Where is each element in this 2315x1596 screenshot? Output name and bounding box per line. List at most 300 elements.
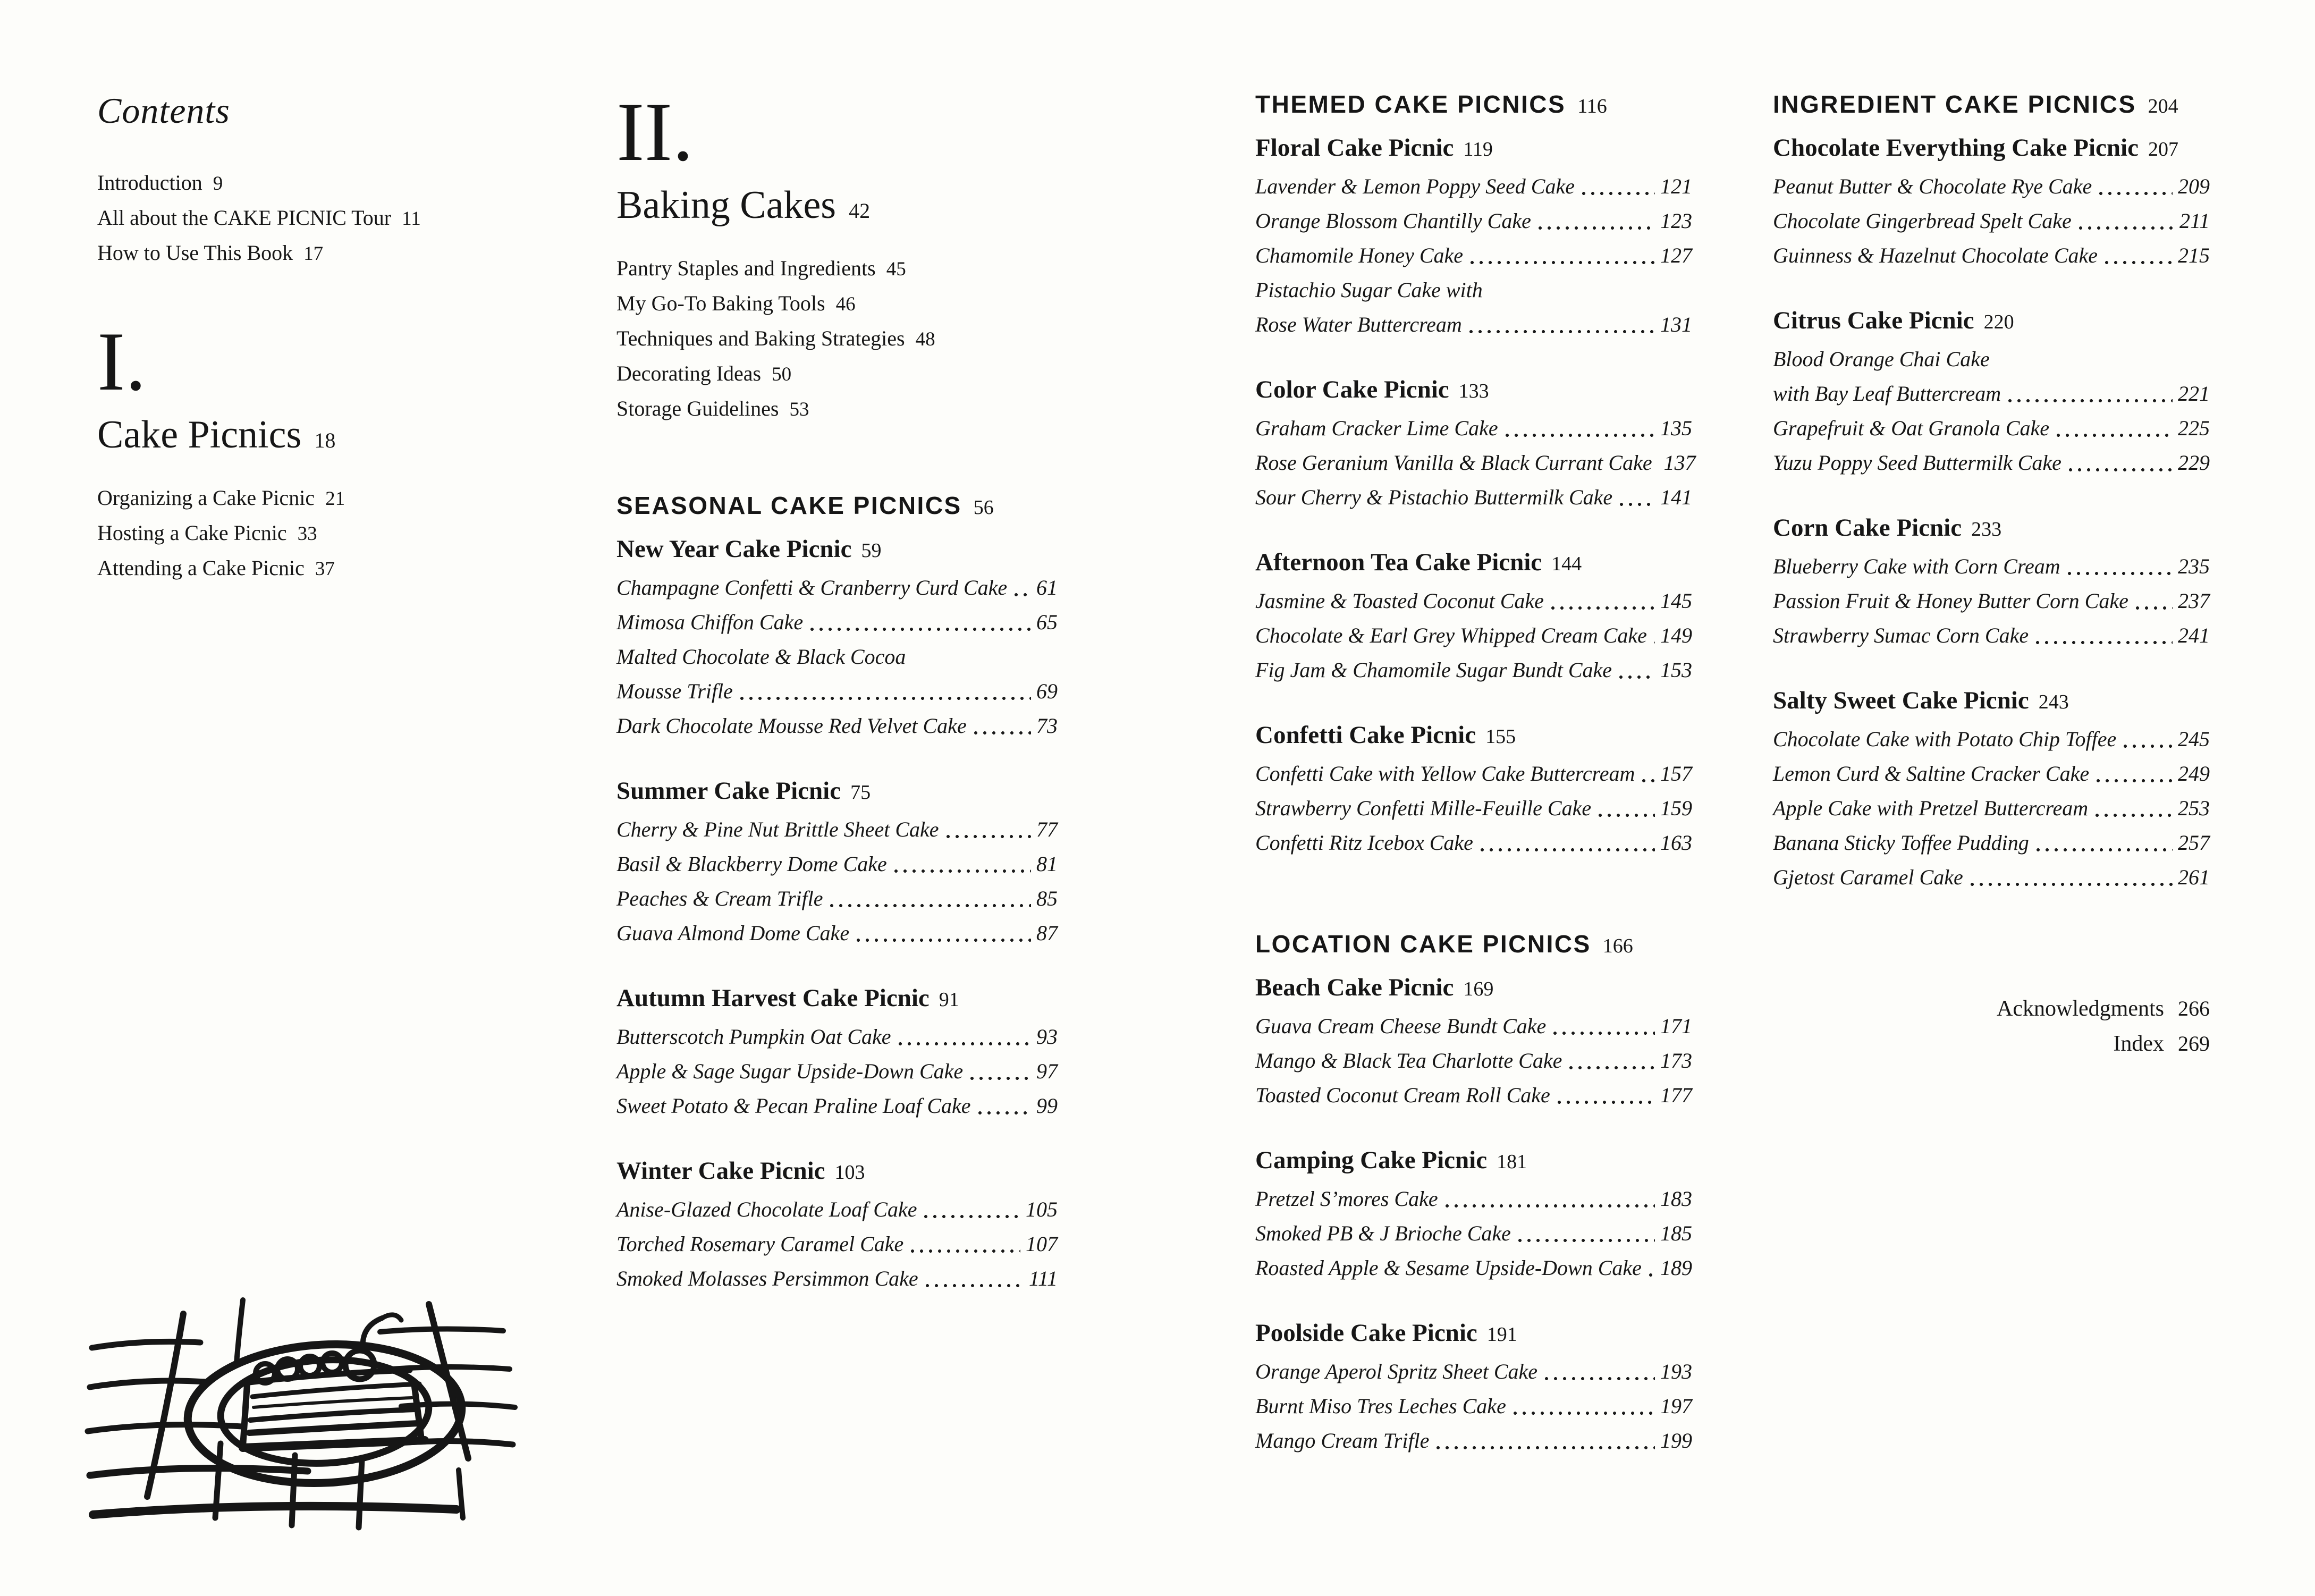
section-seasonal-cake-picnics — [616, 491, 1058, 1296]
recipe-entry — [1255, 1389, 1692, 1423]
dot-leader — [1513, 1411, 1655, 1416]
toc-item-page-number: 269 — [2178, 1032, 2210, 1055]
recipe-title: Lemon Curd & Saltine Cracker Cake — [1773, 762, 2090, 786]
recipe-row — [1255, 169, 1692, 204]
recipe-entry — [1255, 1423, 1692, 1458]
dot-leader — [856, 938, 1031, 943]
recipe-row — [1255, 791, 1692, 825]
picnic-page-number: 133 — [1458, 380, 1489, 402]
recipe-page-number: 235 — [2178, 554, 2210, 578]
recipe-row — [1773, 618, 2210, 653]
recipe-title: Smoked Molasses Persimmon Cake — [616, 1266, 918, 1291]
part-2-items — [616, 251, 1058, 427]
recipe-entry — [1255, 791, 1692, 825]
picnic-title: Salty Sweet Cake Picnic — [1773, 687, 2029, 714]
section-header-label: THEMED CAKE PICNICS — [1255, 90, 1566, 118]
picnic-block — [1255, 374, 1696, 514]
part-2-title-row — [616, 184, 1058, 227]
toc-item-page-number: 17 — [303, 242, 324, 265]
recipe-title: Guava Cream Cheese Bundt Cake — [1255, 1014, 1547, 1038]
recipe-title: Fig Jam & Chamomile Sugar Bundt Cake — [1255, 658, 1612, 682]
recipe-entry — [616, 1192, 1058, 1227]
dot-leader — [2098, 191, 2173, 196]
picnic-block — [616, 982, 1058, 1123]
recipe-title: Confetti Cake with Yellow Cake Buttercream — [1255, 762, 1635, 786]
picnic-title: Confetti Cake Picnic — [1255, 721, 1476, 749]
toc-item-page-number: 33 — [297, 522, 317, 545]
dot-leader — [2096, 778, 2173, 783]
recipe-title: Strawberry Sumac Corn Cake — [1773, 623, 2029, 647]
recipe-entry — [616, 881, 1058, 916]
recipe-entry — [616, 1227, 1058, 1261]
recipe-page-number: 99 — [1036, 1094, 1058, 1118]
recipe-title: Rose Water Buttercream — [1255, 313, 1462, 336]
section-header-page-number: 166 — [1602, 935, 1633, 957]
recipe-page-number: 211 — [2179, 209, 2210, 233]
recipe-entry — [1255, 1181, 1692, 1216]
picnic-block — [1255, 1144, 1692, 1285]
recipe-page-number: 69 — [1036, 679, 1058, 704]
dot-leader — [923, 1214, 1020, 1219]
dot-leader — [1648, 1272, 1655, 1278]
recipe-entry — [1255, 1251, 1692, 1285]
picnic-header — [1773, 132, 2210, 164]
part-1-items — [97, 481, 512, 586]
recipe-title: Mango & Black Tea Charlotte Cake — [1255, 1049, 1562, 1073]
picnic-header — [616, 982, 1058, 1014]
recipe-entry — [1773, 791, 2210, 825]
recipe-row — [1255, 445, 1696, 480]
recipe-title: Smoked PB & J Brioche Cake — [1255, 1221, 1511, 1245]
recipe-row — [616, 1192, 1058, 1227]
dot-leader — [1544, 1376, 1655, 1381]
dot-leader — [809, 627, 1031, 632]
recipe-page-number: 257 — [2178, 831, 2210, 855]
recipe-row — [616, 570, 1058, 605]
section-header-label: LOCATION CAKE PICNICS — [1255, 930, 1591, 958]
dot-leader — [1469, 260, 1655, 265]
picnic-page-number: 103 — [834, 1161, 865, 1184]
recipe-entry — [1255, 445, 1696, 480]
recipe-title: Peanut Butter & Chocolate Rye Cake — [1773, 174, 2092, 198]
toc-item — [97, 166, 512, 201]
recipe-row — [616, 1054, 1058, 1088]
toc-item-page-number: 21 — [325, 487, 345, 510]
recipe-page-number: 159 — [1660, 796, 1692, 820]
recipe-title: Basil & Blackberry Dome Cake — [616, 852, 887, 876]
dot-leader — [1537, 225, 1655, 231]
toc-item — [616, 286, 1058, 322]
picnic-page-number: 119 — [1463, 138, 1493, 161]
recipe-entry — [1255, 1078, 1692, 1112]
recipe-row — [1773, 825, 2210, 860]
recipe-row — [1773, 445, 2210, 480]
toc-item — [616, 251, 1058, 286]
recipe-entry — [1773, 169, 2210, 204]
recipe-entry — [616, 1088, 1058, 1123]
toc-item-page-number: 46 — [835, 293, 856, 316]
recipe-page-number: 245 — [2178, 727, 2210, 751]
recipe-page-number: 183 — [1660, 1187, 1692, 1211]
recipe-page-number: 73 — [1036, 714, 1058, 738]
dot-leader — [925, 1283, 1024, 1288]
picnic-page-number: 91 — [939, 989, 959, 1011]
recipe-page-number: 123 — [1660, 209, 1692, 233]
toc-item — [97, 516, 512, 551]
recipe-entry — [1773, 722, 2210, 756]
recipe-entry — [1255, 238, 1692, 273]
recipe-row — [616, 1227, 1058, 1261]
dot-leader — [969, 1076, 1031, 1081]
dot-leader — [1550, 605, 1655, 611]
recipe-page-number: 81 — [1036, 852, 1058, 876]
recipe-entry — [616, 916, 1058, 950]
recipe-row — [1255, 1078, 1692, 1112]
dot-leader — [1970, 882, 2173, 887]
recipe-title: Yuzu Poppy Seed Buttermilk Cake — [1773, 451, 2061, 475]
recipe-entry — [1255, 1043, 1692, 1078]
recipe-entry — [616, 847, 1058, 881]
recipe-entry — [1255, 411, 1692, 445]
picnic-title: Winter Cake Picnic — [616, 1157, 825, 1185]
recipe-row — [616, 1261, 1058, 1296]
back-matter-list — [1773, 991, 2210, 1061]
recipe-entry — [616, 1054, 1058, 1088]
recipe-entry — [616, 812, 1058, 847]
recipe-page-number: 241 — [2178, 623, 2210, 647]
recipe-row — [1255, 825, 1692, 860]
recipe-entry — [1255, 204, 1692, 238]
front-matter-list — [97, 166, 512, 271]
recipe-row — [1255, 411, 1692, 445]
dot-leader — [1641, 778, 1655, 783]
recipe-page-number: 209 — [2178, 174, 2210, 198]
section-header-page-number: 204 — [2148, 95, 2178, 117]
recipe-entry — [1773, 411, 2210, 445]
dot-leader — [2078, 225, 2174, 231]
picnic-header — [1255, 132, 1692, 164]
dot-leader — [1435, 1445, 1655, 1450]
dot-leader — [2123, 744, 2173, 749]
part-1-title: Cake Picnics — [97, 412, 302, 457]
toc-item — [616, 392, 1058, 427]
picnic-block — [1255, 1317, 1692, 1458]
picnic-title: Corn Cake Picnic — [1773, 514, 1962, 542]
recipe-title: Jasmine & Toasted Coconut Cake — [1255, 589, 1544, 613]
recipe-page-number: 135 — [1660, 416, 1692, 440]
recipe-row — [1773, 860, 2210, 894]
toc-item-label: Index — [2113, 1032, 2164, 1056]
recipe-page-number: 145 — [1660, 589, 1692, 613]
dot-leader — [1598, 813, 1655, 818]
recipe-row — [1773, 549, 2210, 584]
recipe-title-line: Malted Chocolate & Black Cocoa — [616, 645, 906, 669]
recipe-title: Toasted Coconut Cream Roll Cake — [1255, 1083, 1550, 1107]
picnic-block — [1255, 719, 1692, 860]
toc-item-label: Acknowledgments — [1997, 997, 2164, 1021]
dot-leader — [1568, 1065, 1655, 1070]
recipe-title: Chocolate & Earl Grey Whipped Cream Cake — [1255, 623, 1647, 647]
recipe-page-number: 197 — [1660, 1394, 1692, 1418]
toc-item-page-number: 45 — [886, 258, 906, 281]
picnic-block — [616, 533, 1058, 743]
picnic-title: Poolside Cake Picnic — [1255, 1319, 1477, 1347]
picnic-page-number: 169 — [1463, 978, 1494, 1000]
recipe-page-number: 61 — [1036, 576, 1058, 600]
recipe-page-number: 225 — [2178, 416, 2210, 440]
dot-leader — [1444, 1203, 1655, 1209]
picnic-page-number: 75 — [850, 781, 871, 804]
recipe-entry — [1255, 1354, 1692, 1389]
picnic-title: Summer Cake Picnic — [616, 777, 841, 805]
dot-leader — [2007, 398, 2173, 403]
recipe-title: Gjetost Caramel Cake — [1773, 865, 1963, 889]
picnic-header — [616, 775, 1058, 807]
recipe-title: with Bay Leaf Buttercream — [1773, 382, 2001, 406]
picnic-title: Citrus Cake Picnic — [1773, 307, 1974, 334]
contents-title: Contents — [97, 90, 230, 131]
toc-item — [97, 481, 512, 516]
recipe-page-number: 215 — [2178, 243, 2210, 267]
column-ingredient — [1773, 0, 2210, 1061]
recipe-row — [1255, 204, 1692, 238]
recipe-page-number: 171 — [1660, 1014, 1692, 1038]
toc-item-label: My Go-To Baking Tools — [616, 291, 825, 316]
dot-leader — [898, 1041, 1031, 1046]
picnic-header — [1255, 374, 1692, 406]
recipe-title: Butterscotch Pumpkin Oat Cake — [616, 1025, 891, 1049]
recipe-title: Sweet Potato & Pecan Praline Loaf Cake — [616, 1094, 971, 1118]
dot-leader — [2056, 433, 2173, 438]
toc-item-page-number: 266 — [2178, 997, 2210, 1020]
toc-item-label: Storage Guidelines — [616, 396, 779, 421]
toc-item-page-number: 53 — [789, 399, 809, 421]
recipe-page-number: 249 — [2178, 762, 2210, 786]
toc-item — [97, 236, 512, 271]
picnic-header — [1255, 1144, 1692, 1176]
picnic-page-number: 155 — [1485, 725, 1516, 748]
recipe-row — [1773, 376, 2210, 411]
recipe-page-number: 87 — [1036, 921, 1058, 945]
recipe-entry — [616, 570, 1058, 605]
toc-item-label: Decorating Ideas — [616, 361, 762, 386]
recipe-entry — [1773, 445, 2210, 480]
recipe-entry — [1255, 825, 1692, 860]
picnic-page-number: 207 — [2148, 138, 2178, 161]
recipe-row — [1255, 1043, 1692, 1078]
recipe-entry — [1255, 273, 1692, 342]
picnic-page-number: 144 — [1551, 553, 1582, 575]
recipe-title: Confetti Ritz Icebox Cake — [1255, 831, 1473, 855]
recipe-entry — [1255, 618, 1692, 653]
recipe-page-number: 173 — [1660, 1049, 1692, 1073]
recipe-title: Chamomile Honey Cake — [1255, 243, 1464, 267]
recipe-title: Banana Sticky Toffee Pudding — [1773, 831, 2029, 855]
recipe-entry — [1773, 342, 2210, 411]
picnic-page-number: 181 — [1497, 1151, 1527, 1173]
recipe-page-number: 253 — [2178, 796, 2210, 820]
recipe-page-number: 97 — [1036, 1059, 1058, 1084]
recipe-page-number: 185 — [1660, 1221, 1692, 1245]
dot-leader — [893, 868, 1031, 874]
recipe-entry — [1773, 549, 2210, 584]
section-header-page-number: 116 — [1577, 95, 1607, 117]
recipe-page-number: 237 — [2178, 589, 2210, 613]
recipe-entry — [1255, 653, 1692, 687]
picnic-header — [1773, 512, 2210, 544]
recipe-page-number: 137 — [1663, 451, 1696, 475]
dot-leader — [945, 834, 1031, 839]
picnic-page-number: 233 — [1971, 518, 2002, 541]
recipe-row — [1255, 1354, 1692, 1389]
recipe-entry — [1773, 238, 2210, 273]
recipe-page-number: 149 — [1660, 623, 1692, 647]
dot-leader — [829, 903, 1031, 908]
recipe-entry — [616, 1261, 1058, 1296]
recipe-title: Rose Geranium Vanilla & Black Currant Cake — [1255, 451, 1652, 475]
dot-leader — [2094, 813, 2173, 818]
recipe-row — [1255, 1216, 1692, 1251]
recipe-title: Mango Cream Trifle — [1255, 1429, 1430, 1453]
recipe-title: Guava Almond Dome Cake — [616, 921, 850, 945]
toc-item — [97, 201, 512, 236]
recipe-row — [1255, 618, 1692, 653]
recipe-row — [1773, 204, 2210, 238]
recipe-title: Pretzel S’mores Cake — [1255, 1187, 1438, 1211]
part-2-title: Baking Cakes — [616, 183, 837, 227]
recipe-page-number: 163 — [1660, 831, 1692, 855]
recipe-title: Champagne Confetti & Cranberry Curd Cake — [616, 576, 1008, 600]
picnic-header — [1773, 685, 2210, 716]
picnic-title: Afternoon Tea Cake Picnic — [1255, 548, 1542, 576]
recipe-title: Grapefruit & Oat Granola Cake — [1773, 416, 2049, 440]
recipe-page-number: 193 — [1660, 1359, 1692, 1383]
recipe-title: Lavender & Lemon Poppy Seed Cake — [1255, 174, 1575, 198]
recipe-title: Orange Aperol Spritz Sheet Cake — [1255, 1359, 1538, 1383]
recipe-title: Chocolate Gingerbread Spelt Cake — [1773, 209, 2072, 233]
toc-item-label: Introduction — [97, 170, 202, 195]
recipe-title: Roasted Apple & Sesame Upside-Down Cake — [1255, 1256, 1642, 1280]
section-header — [1773, 89, 2210, 119]
recipe-row — [616, 708, 1058, 743]
section-header — [616, 491, 1058, 520]
part-1-title-row — [97, 413, 512, 457]
recipe-entry — [1773, 618, 2210, 653]
recipe-row — [1773, 238, 2210, 273]
cake-slice-on-plate-illustration — [85, 1269, 520, 1543]
dot-leader — [2035, 847, 2173, 852]
picnic-header — [616, 1155, 1058, 1187]
column-front-matter — [97, 0, 512, 586]
recipe-row — [1255, 653, 1692, 687]
recipe-title: Apple Cake with Pretzel Buttercream — [1773, 796, 2089, 820]
recipe-title-line: Blood Orange Chai Cake — [1773, 347, 1990, 371]
recipe-entry — [616, 1019, 1058, 1054]
recipe-title: Passion Fruit & Honey Butter Corn Cake — [1773, 589, 2128, 613]
section-ingredient-cake-picnics — [1773, 89, 2210, 894]
recipe-entry — [1255, 756, 1692, 791]
recipe-page-number: 77 — [1036, 817, 1058, 842]
toc-item-label: How to Use This Book — [97, 240, 293, 265]
dot-leader — [973, 730, 1031, 736]
toc-item — [97, 551, 512, 586]
dot-leader — [739, 696, 1031, 701]
recipe-title: Orange Blossom Chantilly Cake — [1255, 209, 1531, 233]
section-location-cake-picnics — [1255, 929, 1692, 1458]
recipe-entry — [616, 708, 1058, 743]
recipe-row — [1255, 480, 1692, 514]
recipe-row — [616, 1019, 1058, 1054]
dot-leader — [1468, 329, 1655, 334]
recipe-row — [1773, 791, 2210, 825]
recipe-page-number: 85 — [1036, 886, 1058, 911]
dot-leader — [1557, 1100, 1655, 1105]
picnic-header — [1255, 719, 1692, 751]
recipe-page-number: 127 — [1660, 243, 1692, 267]
recipe-page-number: 177 — [1660, 1083, 1692, 1107]
section-header — [1255, 929, 1692, 959]
recipe-row — [1773, 584, 2210, 618]
recipe-row — [616, 1088, 1058, 1123]
recipe-page-number: 189 — [1660, 1256, 1692, 1280]
recipe-entry — [1255, 1216, 1692, 1251]
dot-leader — [1517, 1238, 1655, 1243]
recipe-page-number: 65 — [1036, 610, 1058, 635]
recipe-entry — [616, 605, 1058, 639]
section-themed-cake-picnics — [1255, 89, 1696, 860]
recipe-page-number: 153 — [1660, 658, 1692, 682]
recipe-row — [1773, 756, 2210, 791]
dot-leader — [2067, 571, 2173, 576]
recipe-entry — [1255, 169, 1692, 204]
picnic-page-number: 191 — [1486, 1323, 1517, 1346]
dot-leader — [2104, 260, 2173, 265]
part-1-numeral: I. — [97, 315, 147, 408]
dot-leader — [2035, 640, 2173, 645]
recipe-page-number: 105 — [1026, 1197, 1058, 1222]
picnic-block — [1773, 305, 2210, 480]
picnic-title: Chocolate Everything Cake Picnic — [1773, 134, 2139, 162]
recipe-entry — [1255, 1009, 1692, 1043]
column-baking-cakes — [616, 0, 1058, 1296]
toc-item-page-number: 48 — [915, 328, 935, 351]
section-header-page-number: 56 — [973, 496, 994, 519]
picnic-title: Camping Cake Picnic — [1255, 1146, 1488, 1174]
recipe-entry — [1773, 756, 2210, 791]
picnic-title: Color Cake Picnic — [1255, 376, 1449, 403]
picnic-header — [1255, 972, 1692, 1003]
picnic-title: New Year Cake Picnic — [616, 535, 852, 563]
dot-leader — [910, 1248, 1020, 1254]
picnic-header — [1773, 305, 2210, 336]
recipe-entry — [1773, 825, 2210, 860]
column-themed-location — [1255, 0, 1696, 1458]
picnic-page-number: 243 — [2038, 691, 2069, 713]
dot-leader — [1581, 191, 1655, 196]
recipe-title: Torched Rosemary Caramel Cake — [616, 1232, 904, 1256]
dot-leader — [1653, 640, 1655, 645]
recipe-row — [616, 674, 1058, 708]
recipe-title: Dark Chocolate Mousse Red Velvet Cake — [616, 714, 967, 738]
toc-item-label: All about the CAKE PICNIC Tour — [97, 205, 392, 230]
picnic-header — [616, 533, 1058, 565]
recipe-row — [1773, 722, 2210, 756]
toc-item-page-number: 9 — [213, 172, 223, 195]
toc-item-label: Attending a Cake Picnic — [97, 555, 305, 580]
recipe-entry — [1773, 584, 2210, 618]
recipe-row — [616, 847, 1058, 881]
section-header-label: SEASONAL CAKE PICNICS — [616, 492, 962, 520]
